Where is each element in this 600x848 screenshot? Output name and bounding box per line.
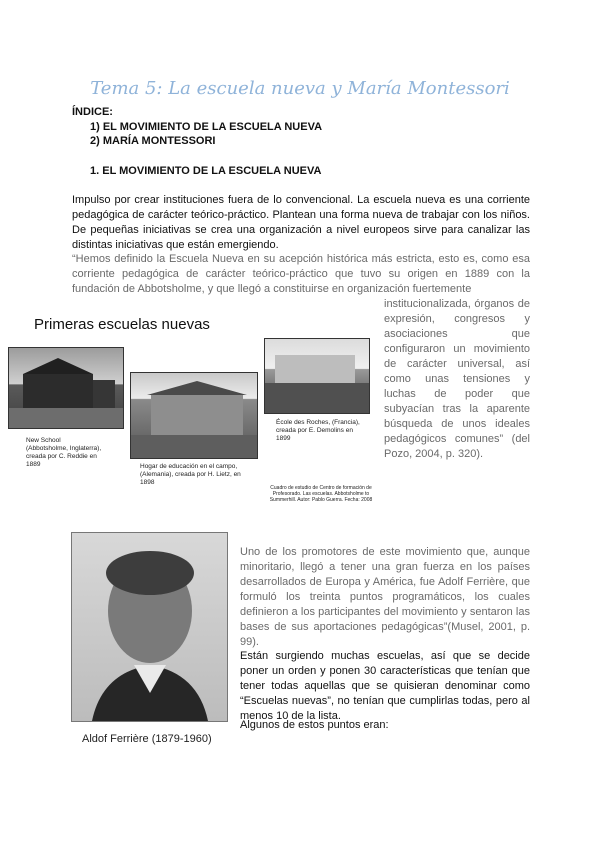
caption-hogar: Hogar de educación en el campo, (Alemania), creada por H. Lietz, en 1898 <box>140 463 241 486</box>
section-heading: 1. EL MOVIMIENTO DE LA ESCUELA NUEVA <box>90 165 322 177</box>
quote-ferriere: Uno de los promotores de este movimiento que, aunque minoritario, llegó a tener una gran fuerza en los países desarrollados de Europa y América, fue Adolf Ferrière, que formuló los treinta puntos programáticos, los cuales definieron a los participantes del movimiento y sentaron las bases de sus aportaciones pedagógicas”(Musel, 2001, p. 99). <box>240 546 530 648</box>
paragraph-points: Algunos de estos puntos eran: <box>240 719 389 731</box>
index-item-1: 1) EL MOVIMIENTO DE LA ESCUELA NUEVA <box>90 121 323 133</box>
caption-new-school: New School (Abbotsholme, Inglaterra), creada por C. Reddie en 1889 <box>26 437 102 468</box>
ferriere-caption: Aldof Ferrière (1879-1960) <box>82 733 212 745</box>
portrait-icon <box>72 533 227 721</box>
index-item-2: 2) MARÍA MONTESSORI <box>90 135 216 147</box>
building-icon <box>9 348 123 428</box>
quote-continuation: institucionalizada, órganos de expresión, congresos y asociaciones que configuraron un movimiento de carácter universal, así como unas tensiones y luchas de poder que subyacían tras la aparente búsqueda de unos ideales pedagógicos comunes” (del Pozo, 2004, p. 320). <box>384 298 530 460</box>
slide-image <box>0 305 384 505</box>
new-school-photo <box>8 347 124 429</box>
caption-roches: École des Roches, (Francia), creada por E. Demolins en 1899 <box>276 419 360 442</box>
intro-paragraph: Impulso por crear instituciones fuera de lo convencional. La escuela nueva es una corriente pedagógica de carácter teórico-práctico. Plantean una forma nueva de trabajar con los niños. De pequeñas iniciativas se crea una organización a nivel europeos sirve para canalizar las distintas iniciativas que están emergiendo. <box>72 194 530 251</box>
page-title: Tema 5: La escuela nueva y María Montessori <box>90 78 510 99</box>
slide-title: Primeras escuelas nuevas <box>34 316 210 333</box>
quote-abbotsholme: “Hemos definido la Escuela Nueva en su acepción histórica más estricta, esto es, como esa corriente pedagógica de carácter teórico-práctico que tuvo su origen en 1889 con la fundación de Abbotsholme, y que llegó a constituirse en organización fuertemente <box>72 253 530 295</box>
building-icon <box>131 373 257 458</box>
index-heading: ÍNDICE: <box>72 106 113 118</box>
ferriere-portrait <box>71 532 228 722</box>
building-icon <box>265 339 369 413</box>
slide-source: Cuadro de estudio de Centro de formación de Profesorado. Las escuelas. Abbotsholme to Summerhill. Autor: Pablo Guerra. Fecha: 2008 <box>269 485 373 503</box>
hogar-photo <box>130 372 258 459</box>
paragraph-schools: Están surgiendo muchas escuelas, así que se decide poner un orden y ponen 30 características que tenían que tener todas aquellas que se quisieran denominar como “Escuelas nuevas”, no tenían que cumplirlas todas, pero al menos 10 de la lista. <box>240 650 530 722</box>
roches-photo <box>264 338 370 414</box>
